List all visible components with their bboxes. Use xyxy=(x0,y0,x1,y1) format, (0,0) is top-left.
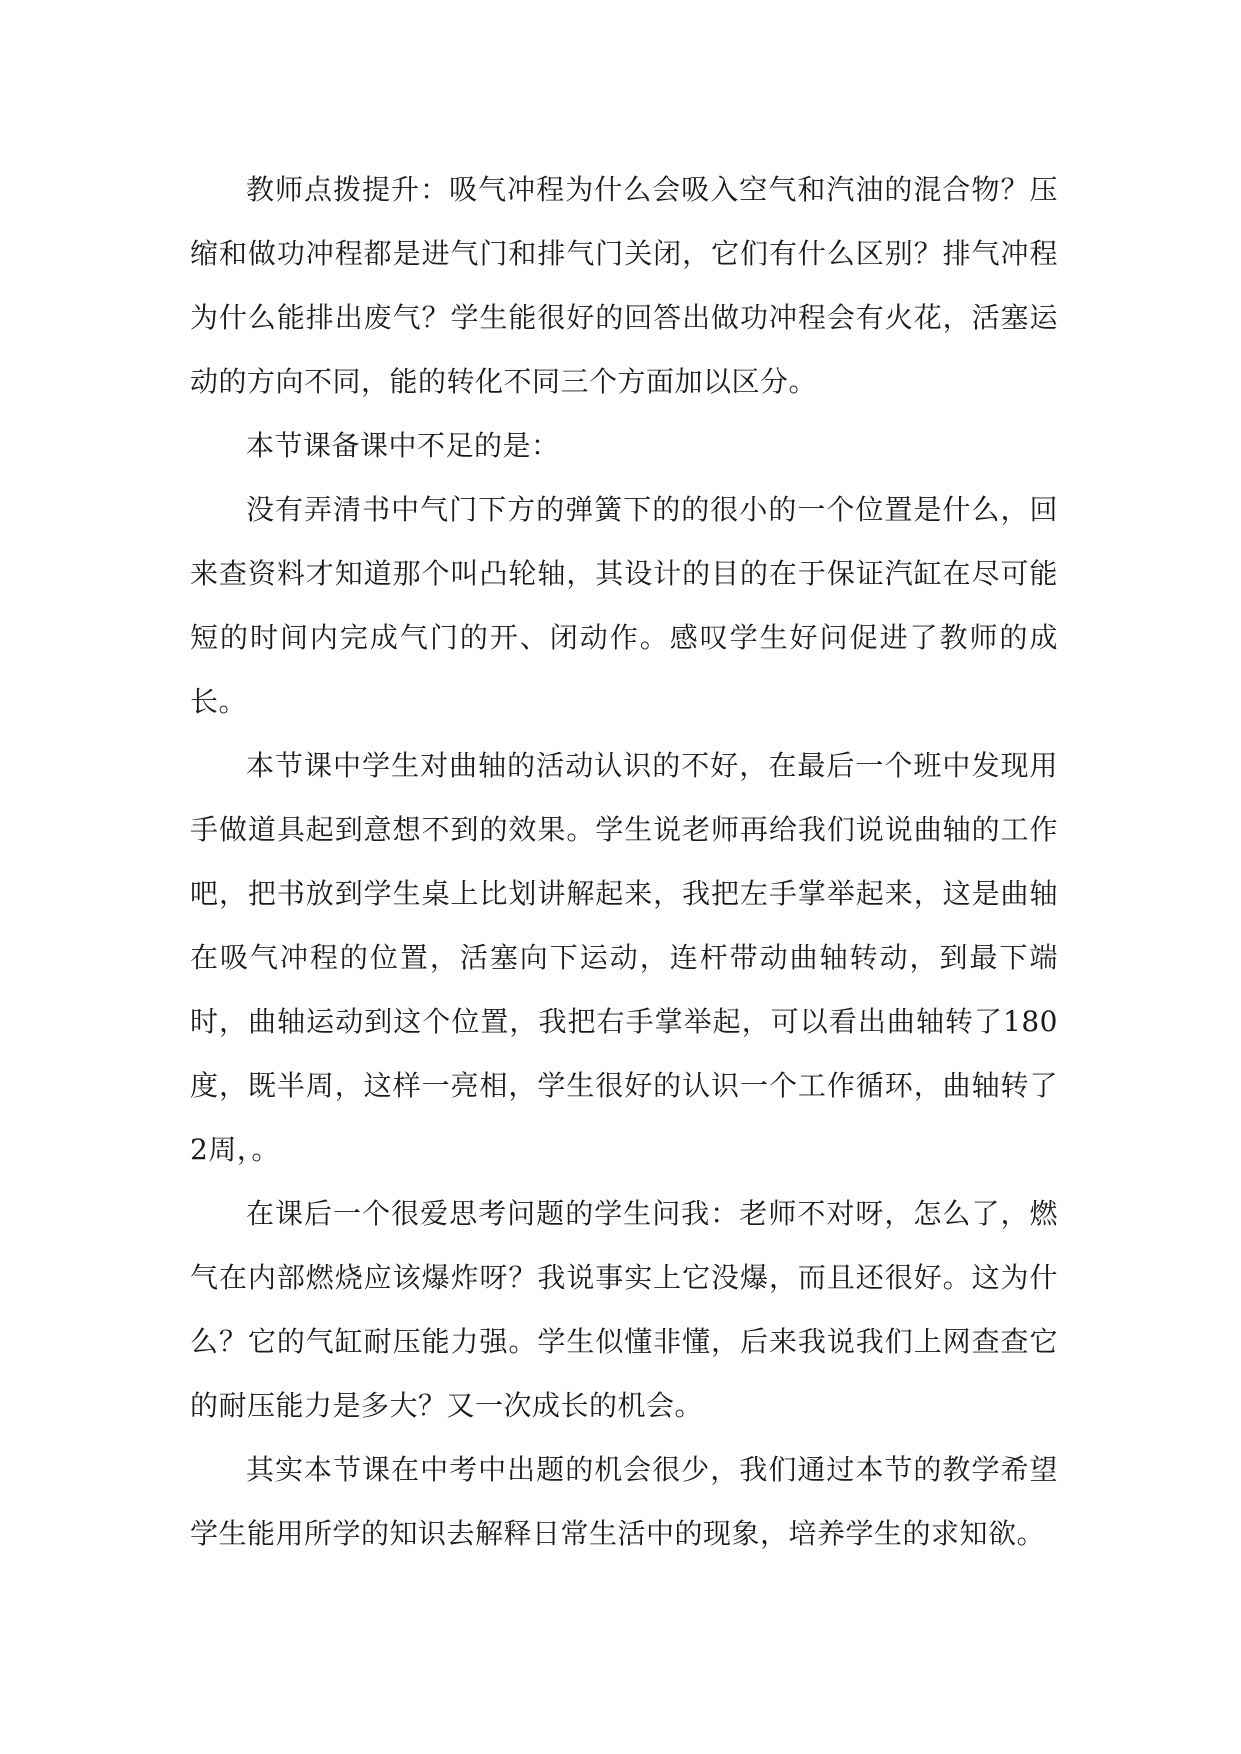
paragraph-3: 没有弄清书中气门下方的弹簧下的的很小的一个位置是什么，回来查资料才知道那个叫凸轮轴，其设计的目的在于保证汽缸在尽可能短的时间内完成气门的开、闭动作。感叹学生好问促进了教师的成长。 xyxy=(190,493,1058,718)
paragraph-4: 本节课中学生对曲轴的活动认识的不好，在最后一个班中发现用手做道具起到意想不到的效果。学生说老师再给我们说说曲轴的工作吧，把书放到学生桌上比划讲解起来，我把左手掌举起来，这是曲轴在吸气冲程的位置，活塞向下运动，连杆带动曲轴转动，到最下端时，曲轴运动到这个位置，我把右手掌举起，可以看出曲轴转了180度，既半周，这样一亮相，学生很好的认识一个工作循环，曲轴转了2周，。 xyxy=(190,749,1058,1166)
paragraph-5: 在课后一个很爱思考问题的学生问我：老师不对呀，怎么了，燃气在内部燃烧应该爆炸呀？我说事实上它没爆，而且还很好。这为什么？它的气缸耐压能力强。学生似懂非懂，后来我说我们上网查查它的耐压能力是多大？又一次成长的机会。 xyxy=(190,1197,1058,1422)
document-body xyxy=(190,158,1058,1566)
paragraph-6: 其实本节课在中考中出题的机会很少，我们通过本节的教学希望学生能用所学的知识去解释日常生活中的现象，培养学生的求知欲。 xyxy=(190,1453,1058,1550)
paragraph-2: 本节课备课中不足的是： xyxy=(246,429,560,462)
paragraph-1: 教师点拨提升：吸气冲程为什么会吸入空气和汽油的混合物？压缩和做功冲程都是进气门和排气门关闭，它们有什么区别？排气冲程为什么能排出废气？学生能很好的回答出做功冲程会有火花，活塞运动的方向不同，能的转化不同三个方面加以区分。 xyxy=(190,173,1058,398)
